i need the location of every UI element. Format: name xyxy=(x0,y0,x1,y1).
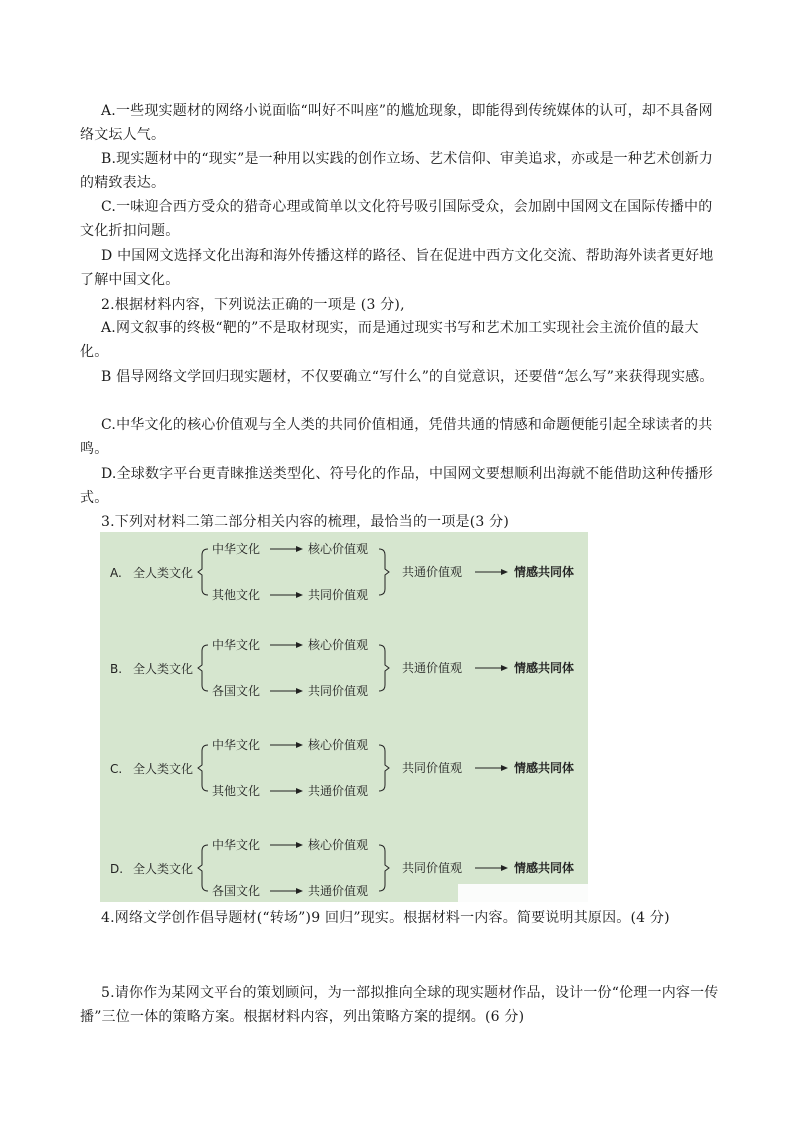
q3-diagram-figure xyxy=(100,532,588,902)
option-c-final: 情感共同体 xyxy=(514,761,575,775)
option-d-letter: D. xyxy=(110,862,124,876)
option-b-bottom-source: 各国文化 xyxy=(212,684,261,698)
q1-option-b: B.现实题材中的“现实”是一种用以实践的创作立场、艺术信仰、审美追求，亦或是一种艺术创新力的精致表达。 xyxy=(80,151,714,191)
q3-stem: 3.下列对材料二第二部分相关内容的梳理，最恰当的一项是(3 分) xyxy=(101,514,510,530)
option-a-bottom-target: 共同价值观 xyxy=(308,588,369,602)
option-a-final: 情感共同体 xyxy=(514,565,575,579)
option-c-right-bracket xyxy=(379,745,389,791)
option-b-top-arrow-head xyxy=(296,642,303,648)
option-c-bottom-source: 其他文化 xyxy=(212,784,261,798)
option-a-top-source: 中华文化 xyxy=(212,542,261,556)
q1-option-a: A.一些现实题材的网络小说面临“叫好不叫座”的尴尬现象，即能得到传统媒体的认可，却不具备网络文坛人气。 xyxy=(80,103,713,143)
q2-option-b: B 倡导网络文学回归现实题材，不仅要确立“写什么”的自觉意识，还要借“怎么写”来获得现实感。 xyxy=(101,369,714,385)
option-a-merge-arrow-head xyxy=(501,569,508,575)
option-a-merge: 共通价值观 xyxy=(402,565,463,579)
q1-option-c: C.一味迎合西方受众的猎奇心理或简单以文化符号吸引国际受众，会加剧中国网文在国际传播中的文化折扣问题。 xyxy=(80,199,713,239)
option-c-root: 全人类文化 xyxy=(133,762,194,776)
option-a-top-arrow-head xyxy=(296,546,303,552)
option-b-merge: 共通价值观 xyxy=(402,661,463,675)
option-d-top-arrow-head xyxy=(296,842,303,848)
option-d-merge: 共同价值观 xyxy=(402,861,463,875)
option-b-bottom-arrow-head xyxy=(296,688,303,694)
option-b-merge-arrow-head xyxy=(501,665,508,671)
option-b-right-bracket xyxy=(379,645,389,691)
q3-diagram xyxy=(100,532,588,902)
option-b-top-target: 核心价值观 xyxy=(308,638,369,652)
option-c-bottom-target: 共通价值观 xyxy=(308,784,369,798)
option-a-bottom-source: 其他文化 xyxy=(212,588,261,602)
q4-text: 4.网络文学创作倡导题材(“转场”)9 回归”现实。根据材料一内容。简要说明其原因。(4 分) xyxy=(101,910,670,926)
option-b-final: 情感共同体 xyxy=(514,661,575,675)
q2-option-c: C.中华文化的核心价值观与全人类的共同价值相通，凭借共通的情感和命题便能引起全球读者的共鸣。 xyxy=(80,417,713,457)
option-c-top-target: 核心价值观 xyxy=(308,738,369,752)
option-b-root: 全人类文化 xyxy=(133,662,194,676)
option-c-merge: 共同价值观 xyxy=(402,761,463,775)
option-b-top-source: 中华文化 xyxy=(212,638,261,652)
option-c-bottom-arrow-head xyxy=(296,788,303,794)
option-a-bottom-arrow-head xyxy=(296,592,303,598)
option-d-bottom-arrow-head xyxy=(296,888,303,894)
option-c-top-source: 中华文化 xyxy=(212,738,261,752)
q1-option-d: D 中国网文选择文化出海和海外传播这样的路径、旨在促进中西方文化交流、帮助海外读者更好地了解中国文化。 xyxy=(80,248,714,288)
option-a-top-target: 核心价值观 xyxy=(308,542,369,556)
option-a-letter: A. xyxy=(110,566,122,580)
option-d-top-target: 核心价值观 xyxy=(308,838,369,852)
option-c-merge-arrow-head xyxy=(501,765,508,771)
option-a-left-bracket xyxy=(198,549,208,595)
option-d-root: 全人类文化 xyxy=(133,862,194,876)
option-d-final: 情感共同体 xyxy=(514,861,575,875)
option-b-bottom-target: 共同价值观 xyxy=(308,684,369,698)
q2-option-a: A.网文叙事的终极“靶的”不是取材现实，而是通过现实书写和艺术加工实现社会主流价值的最大化。 xyxy=(80,320,699,360)
q2-option-d: D.全球数字平台更青睐推送类型化、符号化的作品，中国网文要想顺利出海就不能借助这种传播形式。 xyxy=(80,466,713,506)
option-d-bottom-source: 各国文化 xyxy=(212,884,261,898)
q2-stem: 2.根据材料内容，下列说法正确的一项是 (3 分), xyxy=(101,297,405,313)
option-d-merge-arrow-head xyxy=(501,865,508,871)
option-d-bottom-target: 共通价值观 xyxy=(308,884,369,898)
option-d-left-bracket xyxy=(198,845,208,891)
option-b-left-bracket xyxy=(198,645,208,691)
q5-text: 5.请你作为某网文平台的策划顾问，为一部拟推向全球的现实题材作品，设计一份“伦理一内容一传播”三位一体的策略方案。根据材料内容，列出策略方案的提纲。(6 分) xyxy=(80,985,719,1025)
option-d-top-source: 中华文化 xyxy=(212,838,261,852)
option-d-right-bracket xyxy=(379,845,389,891)
option-b-letter: B. xyxy=(110,662,123,676)
option-c-top-arrow-head xyxy=(296,742,303,748)
watermark-strip xyxy=(458,884,588,902)
option-a-root: 全人类文化 xyxy=(133,566,194,580)
option-a-right-bracket xyxy=(379,549,389,595)
option-c-letter: C. xyxy=(110,762,123,776)
option-c-left-bracket xyxy=(198,745,208,791)
